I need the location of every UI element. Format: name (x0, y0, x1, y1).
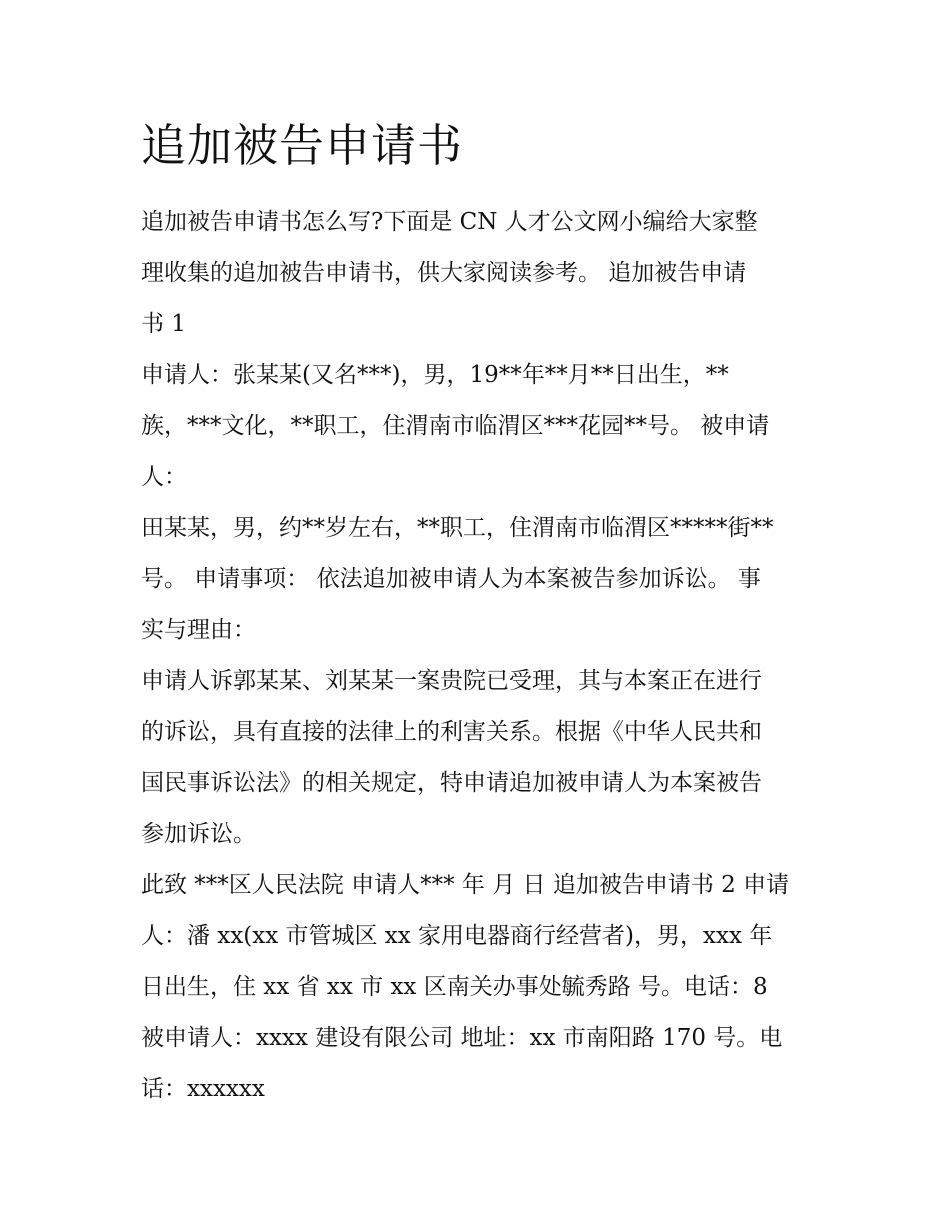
body-line: 追加被告申请书怎么写?下面是 CN 人才公文网小编给大家整 (141, 209, 758, 235)
body-line: 田某某，男，约**岁左右，**职工，住渭南市临渭区*****街** (141, 515, 774, 541)
body-line: 实与理由： (141, 617, 256, 643)
body-line: 申请人诉郭某某、刘某某一案贵院已受理，其与本案正在进行 (141, 668, 762, 694)
body-line: 的诉讼，具有直接的法律上的利害关系。根据《中华人民共和 (141, 719, 762, 745)
body-line: 申请人：张某某(又名***)，男，19**年**月**日出生，** (141, 362, 729, 388)
body-line: 日出生，住 xx 省 xx 市 xx 区南关办事处毓秀路 号。电话：8 (141, 974, 768, 1000)
body-line: 人： (141, 464, 187, 490)
body-line: 族，***文化，**职工，住渭南市临渭区***花园**号。 被申请 (141, 413, 770, 439)
body-line: 国民事诉讼法》的相关规定，特申请追加被申请人为本案被告 (141, 770, 762, 796)
body-line: 理收集的追加被告申请书，供大家阅读参考。 追加被告申请 (141, 260, 747, 286)
body-line: 此致 ***区人民法院 申请人*** 年 月 日 追加被告申请书 2 申请 (141, 872, 790, 898)
body-line: 号。 申请事项： 依法追加被申请人为本案被告参加诉讼。 事 (141, 566, 761, 592)
body-line: 话：xxxxxx (141, 1076, 265, 1102)
body-line: 人：潘 xx(xx 市管城区 xx 家用电器商行经营者)，男，xxx 年 (141, 923, 773, 949)
body-line: 书 1 (141, 311, 186, 337)
body-line: 被申请人：xxxx 建设有限公司 地址：xx 市南阳路 170 号。电 (141, 1025, 783, 1051)
document-title: 追加被告申请书 (141, 119, 464, 172)
body-line: 参加诉讼。 (141, 821, 256, 847)
